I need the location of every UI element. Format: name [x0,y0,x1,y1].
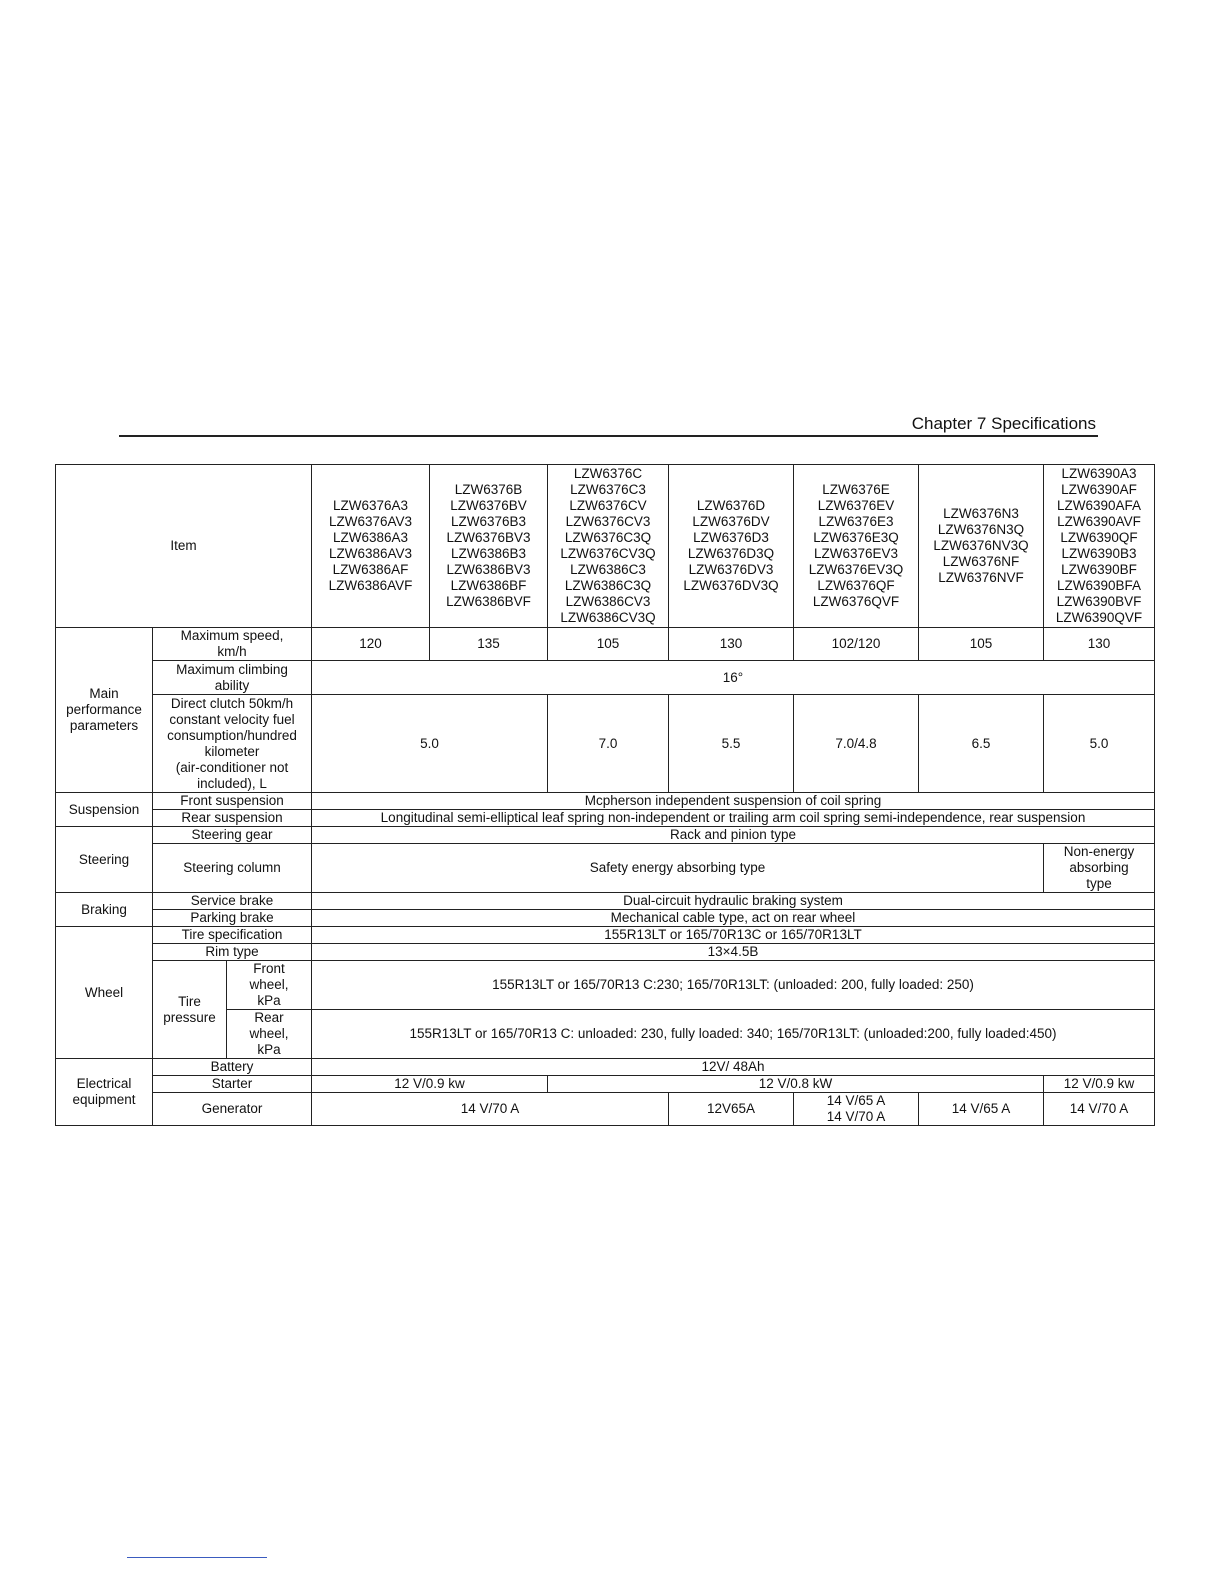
climbing-label: Maximum climbing ability [153,661,312,695]
fuel-consumption-value: 7.0/4.8 [794,695,919,793]
generator-value: 14 V/65 A [919,1093,1044,1126]
table-row [56,961,1155,1010]
starter-value: 12 V/0.9 kw [312,1076,548,1093]
starter-label: Starter [153,1076,312,1093]
steering-group: Steering [56,827,153,893]
table-row [56,1076,1155,1093]
table-row [56,944,1155,961]
generator-value: 14 V/65 A 14 V/70 A [794,1093,919,1126]
model-column-7: LZW6390A3 LZW6390AF LZW6390AFA LZW6390AVF LZW6390QF LZW6390B3 LZW6390BF LZW6390BFA LZW6390BVF LZW6390QVF [1044,465,1155,628]
item-header: Item [56,465,312,628]
service-brake-value: Dual-circuit hydraulic braking system [312,893,1155,910]
table-row [56,1059,1155,1076]
table-row [56,893,1155,910]
steering-column-value: Safety energy absorbing type [312,844,1044,893]
model-column-6: LZW6376N3 LZW6376N3Q LZW6376NV3Q LZW6376NF LZW6376NVF [919,465,1044,628]
braking-group: Braking [56,893,153,927]
front-suspension-label: Front suspension [153,793,312,810]
fuel-consumption-value: 5.5 [669,695,794,793]
fuel-consumption-value: 5.0 [312,695,548,793]
table-row [56,793,1155,810]
header-divider [119,435,1098,437]
max-speed-value: 120 [312,628,430,661]
max-speed-value: 130 [1044,628,1155,661]
table-row [56,910,1155,927]
rim-type-label: Rim type [153,944,312,961]
parking-brake-value: Mechanical cable type, act on rear wheel [312,910,1155,927]
max-speed-value: 105 [919,628,1044,661]
steering-gear-value: Rack and pinion type [312,827,1155,844]
table-row [56,695,1155,793]
electrical-group: Electrical equipment [56,1059,153,1126]
generator-value: 14 V/70 A [1044,1093,1155,1126]
max-speed-value: 105 [548,628,669,661]
model-column-3: LZW6376C LZW6376C3 LZW6376CV LZW6376CV3 LZW6376C3Q LZW6376CV3Q LZW6386C3 LZW6386C3Q LZW6386CV3 LZW6386CV3Q [548,465,669,628]
max-speed-value: 102/120 [794,628,919,661]
model-column-2: LZW6376B LZW6376BV LZW6376B3 LZW6376BV3 LZW6386B3 LZW6386BV3 LZW6386BF LZW6386BVF [430,465,548,628]
generator-label: Generator [153,1093,312,1126]
max-speed-value: 135 [430,628,548,661]
front-wheel-pressure-value: 155R13LT or 165/70R13 C:230; 165/70R13LT: (unloaded: 200, fully loaded: 250) [312,961,1155,1010]
battery-label: Battery [153,1059,312,1076]
specifications-table [55,464,1155,1126]
battery-value: 12V/ 48Ah [312,1059,1155,1076]
starter-value: 12 V/0.9 kw [1044,1076,1155,1093]
chapter-title: Chapter 7 Specifications [911,414,1096,433]
model-column-4: LZW6376D LZW6376DV LZW6376D3 LZW6376D3Q LZW6376DV3 LZW6376DV3Q [669,465,794,628]
starter-value: 12 V/0.8 kW [548,1076,1044,1093]
table-row [56,465,1155,628]
tire-spec-value: 155R13LT or 165/70R13C or 165/70R13LT [312,927,1155,944]
rear-suspension-label: Rear suspension [153,810,312,827]
suspension-group: Suspension [56,793,153,827]
table-row [56,927,1155,944]
fuel-consumption-label: Direct clutch 50km/h constant velocity fuel consumption/hundred kilometer (air-conditioner not included), L [153,695,312,793]
parking-brake-label: Parking brake [153,910,312,927]
model-column-1: LZW6376A3 LZW6376AV3 LZW6386A3 LZW6386AV3 LZW6386AF LZW6386AVF [312,465,430,628]
main-performance-group: Main performance parameters [56,628,153,793]
tire-pressure-label: Tire pressure [153,961,227,1059]
table-row [56,844,1155,893]
wheel-group: Wheel [56,927,153,1059]
fuel-consumption-value: 5.0 [1044,695,1155,793]
rear-wheel-pressure-label: Rear wheel, kPa [227,1010,312,1059]
climbing-value: 16° [312,661,1155,695]
steering-column-label: Steering column [153,844,312,893]
generator-value: 14 V/70 A [312,1093,669,1126]
steering-column-value-last: Non-energy absorbing type [1044,844,1155,893]
service-brake-label: Service brake [153,893,312,910]
rear-suspension-value: Longitudinal semi-elliptical leaf spring non-independent or trailing arm coil spring semi-independence, rear suspension [312,810,1155,827]
rear-wheel-pressure-value: 155R13LT or 165/70R13 C: unloaded: 230, fully loaded: 340; 165/70R13LT: (unloaded:200, fully loaded:450) [312,1010,1155,1059]
footer-link-line [127,1557,267,1558]
steering-gear-label: Steering gear [153,827,312,844]
rim-type-value: 13×4.5B [312,944,1155,961]
table-row [56,810,1155,827]
fuel-consumption-value: 7.0 [548,695,669,793]
table-row [56,661,1155,695]
front-suspension-value: Mcpherson independent suspension of coil spring [312,793,1155,810]
generator-value: 12V65A [669,1093,794,1126]
table-row [56,628,1155,661]
table-row [56,827,1155,844]
tire-spec-label: Tire specification [153,927,312,944]
max-speed-value: 130 [669,628,794,661]
front-wheel-pressure-label: Front wheel, kPa [227,961,312,1010]
max-speed-label: Maximum speed, km/h [153,628,312,661]
fuel-consumption-value: 6.5 [919,695,1044,793]
model-column-5: LZW6376E LZW6376EV LZW6376E3 LZW6376E3Q LZW6376EV3 LZW6376EV3Q LZW6376QF LZW6376QVF [794,465,919,628]
table-row [56,1093,1155,1126]
